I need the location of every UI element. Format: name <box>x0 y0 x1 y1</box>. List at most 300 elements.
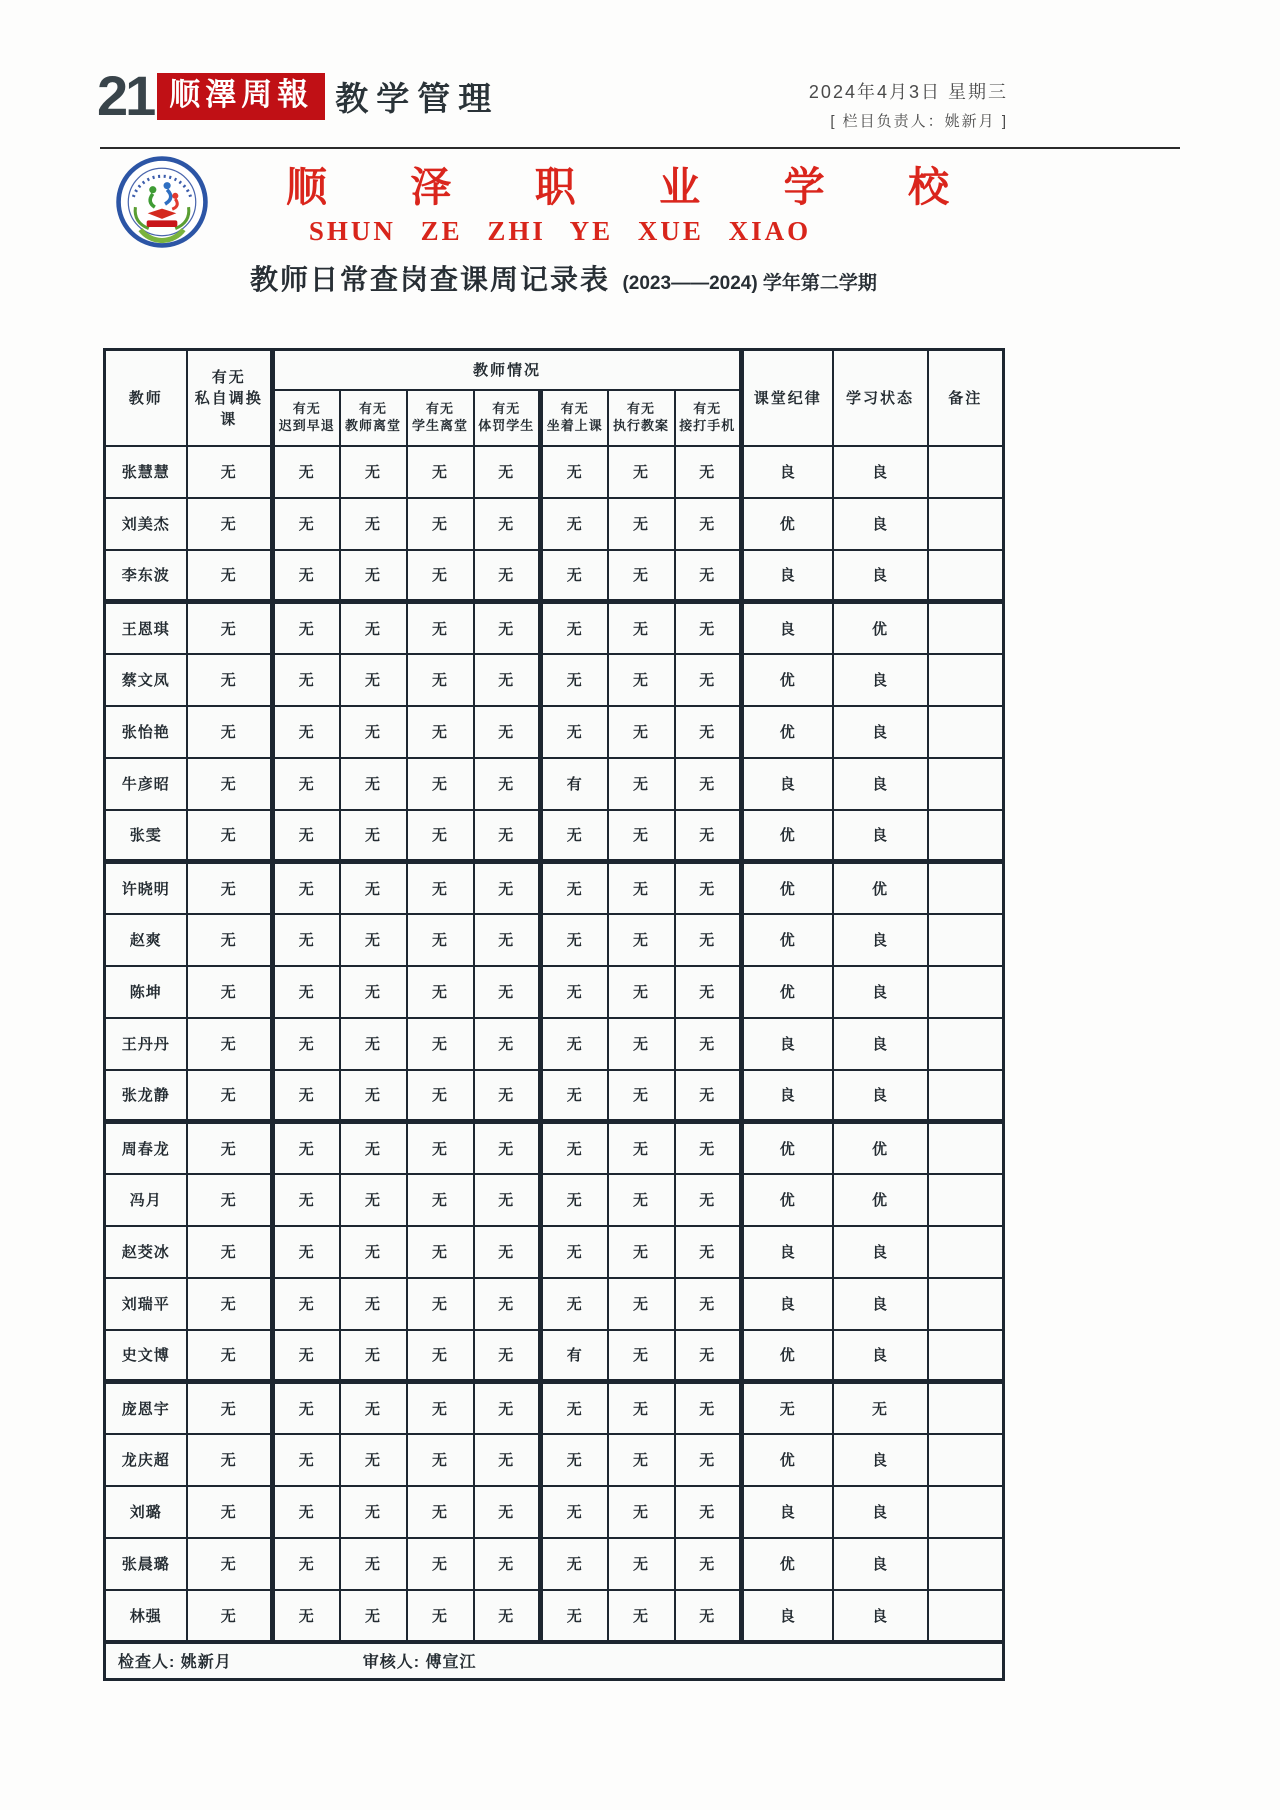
discipline-cell: 优 <box>742 1330 833 1382</box>
status-cell: 无 <box>273 1070 340 1122</box>
document-title: 教师日常查岗查课周记录表 <box>250 264 611 295</box>
status-cell: 无 <box>340 498 407 550</box>
status-cell: 无 <box>187 1122 273 1174</box>
table-row <box>105 914 1004 966</box>
status-cell: 无 <box>541 1278 608 1330</box>
remark-cell <box>928 1434 1004 1486</box>
status-cell: 无 <box>187 810 273 862</box>
status-cell: 无 <box>474 1278 541 1330</box>
status-cell: 无 <box>541 1382 608 1434</box>
remark-cell <box>928 1122 1004 1174</box>
inspector-label: 检查人: <box>118 1654 176 1672</box>
status-cell: 无 <box>608 1434 675 1486</box>
status-cell: 无 <box>340 810 407 862</box>
status-cell: 无 <box>340 1122 407 1174</box>
status-cell: 无 <box>675 810 742 862</box>
status-cell: 无 <box>474 602 541 654</box>
status-cell: 无 <box>541 654 608 706</box>
status-cell: 无 <box>273 498 340 550</box>
status-cell: 无 <box>273 1590 340 1642</box>
col-subheader-7: 有无 接打手机 <box>675 390 742 446</box>
status-cell: 无 <box>608 966 675 1018</box>
status-cell: 无 <box>273 1382 340 1434</box>
status-cell: 无 <box>407 550 474 602</box>
discipline-cell: 无 <box>742 1382 833 1434</box>
status-cell: 无 <box>608 1070 675 1122</box>
status-cell: 无 <box>608 1226 675 1278</box>
status-cell: 无 <box>340 1538 407 1590</box>
status-cell: 无 <box>675 550 742 602</box>
status-cell: 无 <box>407 1382 474 1434</box>
status-cell: 无 <box>675 1538 742 1590</box>
status-cell: 有 <box>541 758 608 810</box>
status-cell: 无 <box>273 550 340 602</box>
status-cell: 无 <box>474 1070 541 1122</box>
remark-cell <box>928 550 1004 602</box>
status-cell: 无 <box>340 862 407 914</box>
status-cell: 无 <box>407 966 474 1018</box>
remark-cell <box>928 1330 1004 1382</box>
status-cell: 无 <box>675 706 742 758</box>
remark-cell <box>928 966 1004 1018</box>
study-status-cell: 良 <box>833 1538 928 1590</box>
masthead-divider <box>100 147 1180 149</box>
table-row <box>105 1590 1004 1642</box>
status-cell: 无 <box>407 862 474 914</box>
study-status-cell: 良 <box>833 1486 928 1538</box>
remark-cell <box>928 706 1004 758</box>
status-cell: 无 <box>407 1330 474 1382</box>
col-subheader-2: 有无 教师离堂 <box>340 390 407 446</box>
status-cell: 无 <box>273 914 340 966</box>
status-cell: 无 <box>407 1226 474 1278</box>
discipline-cell: 优 <box>742 966 833 1018</box>
discipline-cell: 优 <box>742 1122 833 1174</box>
status-cell: 无 <box>541 1122 608 1174</box>
status-cell: 无 <box>474 914 541 966</box>
status-cell: 无 <box>273 810 340 862</box>
study-status-cell: 良 <box>833 706 928 758</box>
status-cell: 无 <box>675 1330 742 1382</box>
status-cell: 无 <box>608 1122 675 1174</box>
status-cell: 无 <box>541 966 608 1018</box>
document-title-line <box>250 258 877 298</box>
discipline-cell: 良 <box>742 1018 833 1070</box>
teacher-name-cell: 李东波 <box>105 550 187 602</box>
col-header-remark: 备注 <box>928 350 1004 446</box>
status-cell: 无 <box>407 1590 474 1642</box>
status-cell: 无 <box>187 758 273 810</box>
status-cell: 无 <box>675 498 742 550</box>
status-cell: 无 <box>407 446 474 498</box>
table-row <box>105 1330 1004 1382</box>
status-cell: 无 <box>541 1590 608 1642</box>
discipline-cell: 良 <box>742 1486 833 1538</box>
teacher-name-cell: 刘美杰 <box>105 498 187 550</box>
document-subtitle: (2023——2024) 学年第二学期 <box>622 273 877 294</box>
status-cell: 无 <box>340 602 407 654</box>
status-cell: 无 <box>474 1018 541 1070</box>
signature-cell <box>105 1642 1004 1680</box>
remark-cell <box>928 1174 1004 1226</box>
table-row <box>105 810 1004 862</box>
status-cell: 无 <box>541 1174 608 1226</box>
study-status-cell: 良 <box>833 1590 928 1642</box>
col-subheader-3: 有无 学生离堂 <box>407 390 474 446</box>
teacher-name-cell: 张慧慧 <box>105 446 187 498</box>
discipline-cell: 良 <box>742 1590 833 1642</box>
status-cell: 无 <box>675 966 742 1018</box>
discipline-cell: 优 <box>742 914 833 966</box>
status-cell: 无 <box>407 810 474 862</box>
study-status-cell: 良 <box>833 498 928 550</box>
status-cell: 无 <box>407 1174 474 1226</box>
status-cell: 无 <box>474 758 541 810</box>
status-cell: 无 <box>675 1070 742 1122</box>
study-status-cell: 良 <box>833 758 928 810</box>
signature-row <box>105 1642 1004 1680</box>
status-cell: 无 <box>608 550 675 602</box>
teacher-name-cell: 王丹丹 <box>105 1018 187 1070</box>
status-cell: 无 <box>187 446 273 498</box>
status-cell: 无 <box>675 654 742 706</box>
teacher-name-cell: 陈坤 <box>105 966 187 1018</box>
teacher-name-cell: 蔡文凤 <box>105 654 187 706</box>
remark-cell <box>928 602 1004 654</box>
section-title: 教学管理 <box>335 79 500 117</box>
study-status-cell: 良 <box>833 1226 928 1278</box>
discipline-cell: 良 <box>742 1226 833 1278</box>
status-cell: 无 <box>608 706 675 758</box>
status-cell: 无 <box>608 1018 675 1070</box>
teacher-name-cell: 庞恩宇 <box>105 1382 187 1434</box>
status-cell: 无 <box>474 1382 541 1434</box>
school-name-pinyin: SHUN ZE ZHI YE XUE XIAO <box>308 216 812 246</box>
status-cell: 无 <box>675 1174 742 1226</box>
status-cell: 无 <box>675 1434 742 1486</box>
status-cell: 无 <box>187 1018 273 1070</box>
status-cell: 无 <box>407 706 474 758</box>
status-cell: 无 <box>608 602 675 654</box>
remark-cell <box>928 862 1004 914</box>
status-cell: 无 <box>187 1278 273 1330</box>
status-cell: 无 <box>675 602 742 654</box>
status-cell: 无 <box>187 1330 273 1382</box>
status-cell: 无 <box>340 446 407 498</box>
status-cell: 无 <box>608 1590 675 1642</box>
status-cell: 无 <box>541 498 608 550</box>
status-cell: 无 <box>608 446 675 498</box>
status-cell: 无 <box>340 966 407 1018</box>
status-cell: 无 <box>541 446 608 498</box>
col-subheader-1: 有无 迟到早退 <box>273 390 340 446</box>
study-status-cell: 良 <box>833 446 928 498</box>
status-cell: 无 <box>675 1122 742 1174</box>
status-cell: 无 <box>340 550 407 602</box>
remark-cell <box>928 810 1004 862</box>
teacher-name-cell: 张龙静 <box>105 1070 187 1122</box>
status-cell: 无 <box>273 1278 340 1330</box>
status-cell: 无 <box>273 706 340 758</box>
reviewer-name: 傅宣江 <box>425 1654 477 1672</box>
teacher-name-cell: 王恩琪 <box>105 602 187 654</box>
study-status-cell: 良 <box>833 1330 928 1382</box>
status-cell: 无 <box>541 1434 608 1486</box>
study-status-cell: 良 <box>833 550 928 602</box>
status-cell: 无 <box>541 862 608 914</box>
status-cell: 无 <box>474 1122 541 1174</box>
col-subheader-5: 有无 坐着上课 <box>541 390 608 446</box>
status-cell: 无 <box>273 1174 340 1226</box>
col-subheader-6: 有无 执行教案 <box>608 390 675 446</box>
study-status-cell: 优 <box>833 862 928 914</box>
inspector-name: 姚新月 <box>180 1654 232 1672</box>
status-cell: 无 <box>675 446 742 498</box>
table-row <box>105 758 1004 810</box>
status-cell: 无 <box>675 758 742 810</box>
status-cell: 无 <box>608 810 675 862</box>
study-status-cell: 良 <box>833 1018 928 1070</box>
status-cell: 无 <box>273 1434 340 1486</box>
status-cell: 无 <box>187 914 273 966</box>
discipline-cell: 优 <box>742 810 833 862</box>
status-cell: 无 <box>187 654 273 706</box>
remark-cell <box>928 1486 1004 1538</box>
status-cell: 无 <box>474 706 541 758</box>
study-status-cell: 良 <box>833 1278 928 1330</box>
status-cell: 无 <box>474 862 541 914</box>
reviewer-label: 审核人: <box>362 1654 421 1672</box>
status-cell: 无 <box>273 1018 340 1070</box>
status-cell: 无 <box>340 1278 407 1330</box>
remark-cell <box>928 446 1004 498</box>
discipline-cell: 优 <box>742 1538 833 1590</box>
discipline-cell: 优 <box>742 498 833 550</box>
status-cell: 无 <box>474 498 541 550</box>
discipline-cell: 良 <box>742 446 833 498</box>
status-cell: 无 <box>407 654 474 706</box>
table-row <box>105 862 1004 914</box>
status-cell: 无 <box>340 1330 407 1382</box>
teacher-name-cell: 张怡艳 <box>105 706 187 758</box>
col-header-swap-line2: 私自调换课 <box>194 390 263 429</box>
status-cell: 无 <box>187 602 273 654</box>
status-cell: 无 <box>407 1486 474 1538</box>
table-row <box>105 1018 1004 1070</box>
table-row <box>105 654 1004 706</box>
status-cell: 无 <box>407 914 474 966</box>
status-cell: 无 <box>608 1538 675 1590</box>
status-cell: 无 <box>187 550 273 602</box>
teacher-name-cell: 许晓明 <box>105 862 187 914</box>
teacher-name-cell: 史文博 <box>105 1330 187 1382</box>
title-block <box>250 154 985 298</box>
teacher-name-cell: 赵茭冰 <box>105 1226 187 1278</box>
status-cell: 无 <box>273 1486 340 1538</box>
table-row <box>105 966 1004 1018</box>
discipline-cell: 优 <box>742 862 833 914</box>
study-status-cell: 良 <box>833 1434 928 1486</box>
teacher-name-cell: 林强 <box>105 1590 187 1642</box>
table-row <box>105 446 1004 498</box>
status-cell: 无 <box>340 1018 407 1070</box>
masthead-meta <box>809 78 1008 131</box>
discipline-cell: 优 <box>742 1174 833 1226</box>
teacher-name-cell: 冯月 <box>105 1174 187 1226</box>
status-cell: 无 <box>340 1486 407 1538</box>
status-cell: 无 <box>608 654 675 706</box>
study-status-cell: 优 <box>833 1174 928 1226</box>
status-cell: 无 <box>340 654 407 706</box>
col-header-discipline: 课堂纪律 <box>742 350 833 446</box>
status-cell: 无 <box>474 810 541 862</box>
status-cell: 无 <box>608 498 675 550</box>
table-row <box>105 1226 1004 1278</box>
status-cell: 无 <box>608 1330 675 1382</box>
teacher-name-cell: 张雯 <box>105 810 187 862</box>
status-cell: 无 <box>474 1486 541 1538</box>
status-cell: 无 <box>187 1226 273 1278</box>
status-cell: 无 <box>273 1122 340 1174</box>
status-cell: 无 <box>541 1538 608 1590</box>
col-header-swap-line1: 有无 <box>211 369 246 387</box>
status-cell: 无 <box>187 1486 273 1538</box>
status-cell: 无 <box>541 550 608 602</box>
status-cell: 无 <box>273 654 340 706</box>
teacher-name-cell: 牛彦昭 <box>105 758 187 810</box>
status-cell: 无 <box>187 966 273 1018</box>
status-cell: 无 <box>187 1538 273 1590</box>
teacher-name-cell: 刘璐 <box>105 1486 187 1538</box>
remark-cell <box>928 914 1004 966</box>
status-cell: 无 <box>273 602 340 654</box>
discipline-cell: 优 <box>742 654 833 706</box>
school-name-cn: 顺 泽 职 业 学 校 <box>286 164 985 210</box>
page-number: 21 <box>97 64 154 127</box>
status-cell: 无 <box>675 914 742 966</box>
status-cell: 无 <box>608 1174 675 1226</box>
table-row <box>105 1382 1004 1434</box>
status-cell: 无 <box>273 1226 340 1278</box>
teacher-name-cell: 刘瑞平 <box>105 1278 187 1330</box>
status-cell: 无 <box>273 1538 340 1590</box>
remark-cell <box>928 1018 1004 1070</box>
study-status-cell: 良 <box>833 810 928 862</box>
table-row <box>105 1174 1004 1226</box>
status-cell: 无 <box>407 1538 474 1590</box>
table-row <box>105 1486 1004 1538</box>
teacher-name-cell: 龙庆超 <box>105 1434 187 1486</box>
status-cell: 无 <box>187 1382 273 1434</box>
table-row <box>105 1538 1004 1590</box>
discipline-cell: 优 <box>742 706 833 758</box>
status-cell: 无 <box>474 1538 541 1590</box>
table-row <box>105 550 1004 602</box>
status-cell: 无 <box>541 1070 608 1122</box>
status-cell: 无 <box>407 1018 474 1070</box>
status-cell: 无 <box>340 1434 407 1486</box>
status-cell: 无 <box>675 1018 742 1070</box>
brand-logo: 顺澤周報 <box>157 73 325 120</box>
table-row <box>105 1434 1004 1486</box>
study-status-cell: 良 <box>833 914 928 966</box>
remark-cell <box>928 1538 1004 1590</box>
status-cell: 无 <box>675 862 742 914</box>
discipline-cell: 良 <box>742 1070 833 1122</box>
status-cell: 无 <box>474 1590 541 1642</box>
study-status-cell: 良 <box>833 1070 928 1122</box>
status-cell: 无 <box>273 966 340 1018</box>
status-cell: 无 <box>608 914 675 966</box>
teacher-name-cell: 张晨璐 <box>105 1538 187 1590</box>
status-cell: 无 <box>541 706 608 758</box>
status-cell: 无 <box>340 706 407 758</box>
school-logo-icon <box>116 156 208 248</box>
record-table <box>103 348 1005 1681</box>
remark-cell <box>928 654 1004 706</box>
status-cell: 无 <box>407 1070 474 1122</box>
discipline-cell: 良 <box>742 602 833 654</box>
col-header-teacher-situation: 教师情况 <box>273 350 742 390</box>
remark-cell <box>928 498 1004 550</box>
status-cell: 无 <box>541 1486 608 1538</box>
remark-cell <box>928 758 1004 810</box>
status-cell: 无 <box>340 1174 407 1226</box>
col-header-teacher: 教师 <box>105 350 187 446</box>
status-cell: 无 <box>407 1122 474 1174</box>
status-cell: 无 <box>407 602 474 654</box>
status-cell: 无 <box>273 446 340 498</box>
status-cell: 无 <box>273 758 340 810</box>
remark-cell <box>928 1382 1004 1434</box>
discipline-cell: 良 <box>742 550 833 602</box>
study-status-cell: 优 <box>833 602 928 654</box>
status-cell: 无 <box>608 758 675 810</box>
status-cell: 无 <box>541 914 608 966</box>
status-cell: 无 <box>474 1434 541 1486</box>
study-status-cell: 优 <box>833 1122 928 1174</box>
status-cell: 有 <box>541 1330 608 1382</box>
status-cell: 无 <box>608 1278 675 1330</box>
status-cell: 无 <box>474 1330 541 1382</box>
column-editor: [ 栏目负责人：姚新月 ] <box>830 113 1008 130</box>
masthead <box>97 64 1180 130</box>
remark-cell <box>928 1590 1004 1642</box>
status-cell: 无 <box>541 602 608 654</box>
status-cell: 无 <box>675 1486 742 1538</box>
status-cell: 无 <box>187 1590 273 1642</box>
status-cell: 无 <box>187 1070 273 1122</box>
status-cell: 无 <box>474 550 541 602</box>
status-cell: 无 <box>187 498 273 550</box>
table-row <box>105 1278 1004 1330</box>
col-header-study-status: 学习状态 <box>833 350 928 446</box>
table-row <box>105 1070 1004 1122</box>
table-row <box>105 1122 1004 1174</box>
status-cell: 无 <box>474 654 541 706</box>
discipline-cell: 良 <box>742 1278 833 1330</box>
col-header-swap <box>187 350 273 446</box>
teacher-name-cell: 周春龙 <box>105 1122 187 1174</box>
status-cell: 无 <box>407 758 474 810</box>
status-cell: 无 <box>340 1226 407 1278</box>
status-cell: 无 <box>474 966 541 1018</box>
status-cell: 无 <box>675 1226 742 1278</box>
remark-cell <box>928 1070 1004 1122</box>
status-cell: 无 <box>407 1278 474 1330</box>
table-row <box>105 602 1004 654</box>
status-cell: 无 <box>474 1174 541 1226</box>
